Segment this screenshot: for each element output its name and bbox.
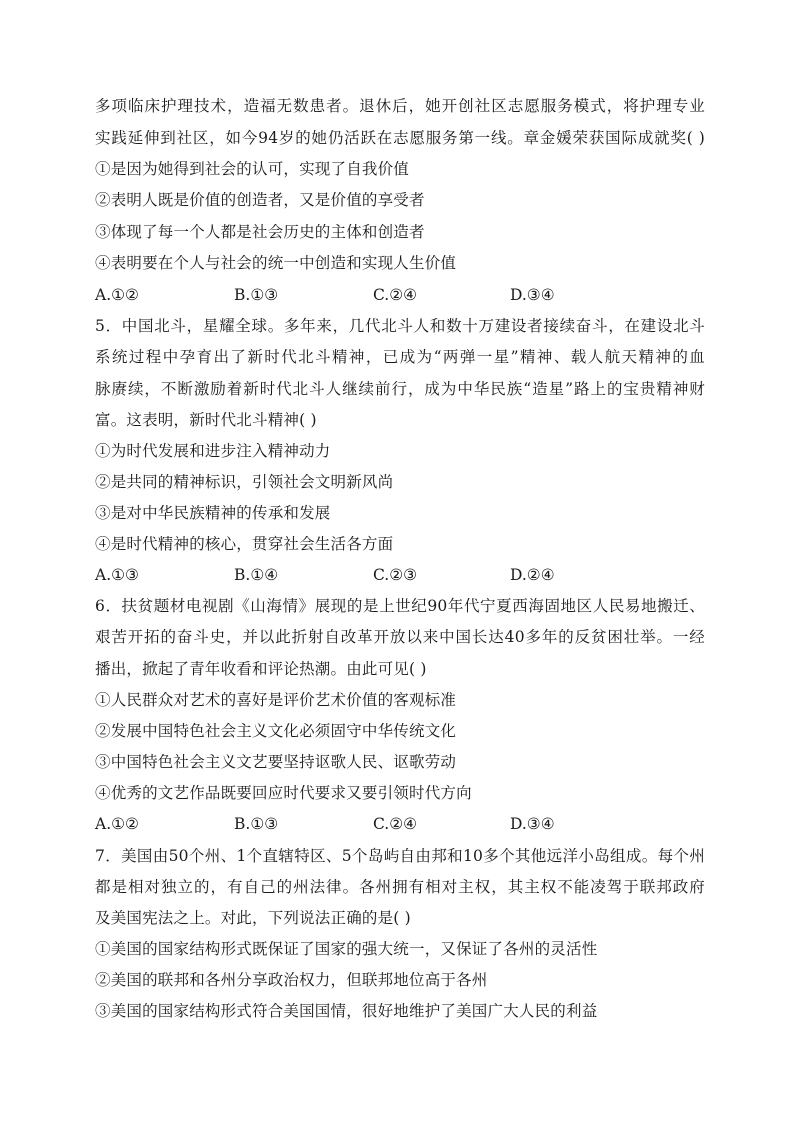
- question-7-stem: 7．美国由50个州、1个直辖特区、5个岛屿自由邦和10多个其他远洋小岛组成。每个州: [95, 847, 705, 865]
- choice-statement: ①人民群众对艺术的喜好是评价艺术价值的客观标准: [95, 691, 457, 709]
- choice-statement: ③是对中华民族精神的传承和发展: [95, 504, 331, 522]
- option-b: B.①④: [234, 566, 279, 584]
- question-text-line: 富。这表明，新时代北斗精神( ): [95, 411, 317, 429]
- option-a: A.①②: [95, 286, 139, 304]
- choice-statement: ②发展中国特色社会主义文化必须固守中华传统文化: [95, 722, 457, 740]
- choice-statement: ④表明要在个人与社会的统一中创造和实现人生价值: [95, 254, 457, 272]
- option-c: C.②③: [373, 566, 418, 584]
- question-5-stem: 5．中国北斗，星耀全球。多年来，几代北斗人和数十万建设者接续奋斗，在建设北斗: [95, 317, 705, 335]
- option-a: A.①②: [95, 815, 139, 833]
- choice-statement: ②美国的联邦和各州分享政治权力，但联邦地位高于各州: [95, 971, 488, 989]
- question-text-line: 播出，掀起了青年收看和评论热潮。由此可见( ): [95, 660, 427, 678]
- option-b: B.①③: [234, 815, 279, 833]
- option-c: C.②④: [373, 815, 418, 833]
- question-text-line: 系统过程中孕育出了新时代北斗精神，已成为“两弹一星”精神、载人航天精神的血: [95, 348, 705, 366]
- option-d: D.②④: [510, 566, 555, 584]
- option-d: D.③④: [510, 286, 555, 304]
- choice-statement: ②表明人既是价值的创造者，又是价值的享受者: [95, 191, 425, 209]
- question-text-line: 及美国宪法之上。对此，下列说法正确的是( ): [95, 909, 411, 927]
- question-text-line: 实践延伸到社区，如今94岁的她仍活跃在志愿服务第一线。章金媛荣获国际成就奖( ): [95, 129, 705, 147]
- choice-statement: ③美国的国家结构形式符合美国国情，很好地维护了美国广大人民的利益: [95, 1002, 598, 1020]
- choice-statement: ①是因为她得到社会的认可，实现了自我价值: [95, 160, 410, 178]
- choice-statement: ③中国特色社会主义文艺要坚持讴歌人民、讴歌劳动: [95, 753, 457, 771]
- choice-statement: ①美国的国家结构形式既保证了国家的强大统一，又保证了各州的灵活性: [95, 940, 598, 958]
- choice-statement: ③体现了每一个人都是社会历史的主体和创造者: [95, 223, 425, 241]
- choice-statement: ④是时代精神的核心，贯穿社会生活各方面: [95, 535, 394, 553]
- choice-statement: ①为时代发展和进步注入精神动力: [95, 442, 331, 460]
- option-c: C.②④: [373, 286, 418, 304]
- question-text-line: 脉赓续，不断激励着新时代北斗人继续前行，成为中华民族“造星”路上的宝贵精神财: [95, 380, 705, 398]
- question-6-stem: 6．扶贫题材电视剧《山海情》展现的是上世纪90年代宁夏西海固地区人民易地搬迁、: [95, 597, 705, 615]
- option-d: D.③④: [510, 815, 555, 833]
- question-text-line: 艰苦开拓的奋斗史，并以此折射自改革开放以来中国长达40多年的反贫困壮举。一经: [95, 628, 705, 646]
- question-text-line: 都是相对独立的，有自己的州法律。各州拥有相对主权，其主权不能凌驾于联邦政府: [95, 878, 705, 896]
- choice-statement: ④优秀的文艺作品既要回应时代要求又要引领时代方向: [95, 784, 472, 802]
- option-b: B.①③: [234, 286, 279, 304]
- option-a: A.①③: [95, 566, 139, 584]
- question-text-line: 多项临床护理技术，造福无数患者。退休后，她开创社区志愿服务模式，将护理专业: [95, 97, 705, 115]
- choice-statement: ②是共同的精神标识，引领社会文明新风尚: [95, 473, 394, 491]
